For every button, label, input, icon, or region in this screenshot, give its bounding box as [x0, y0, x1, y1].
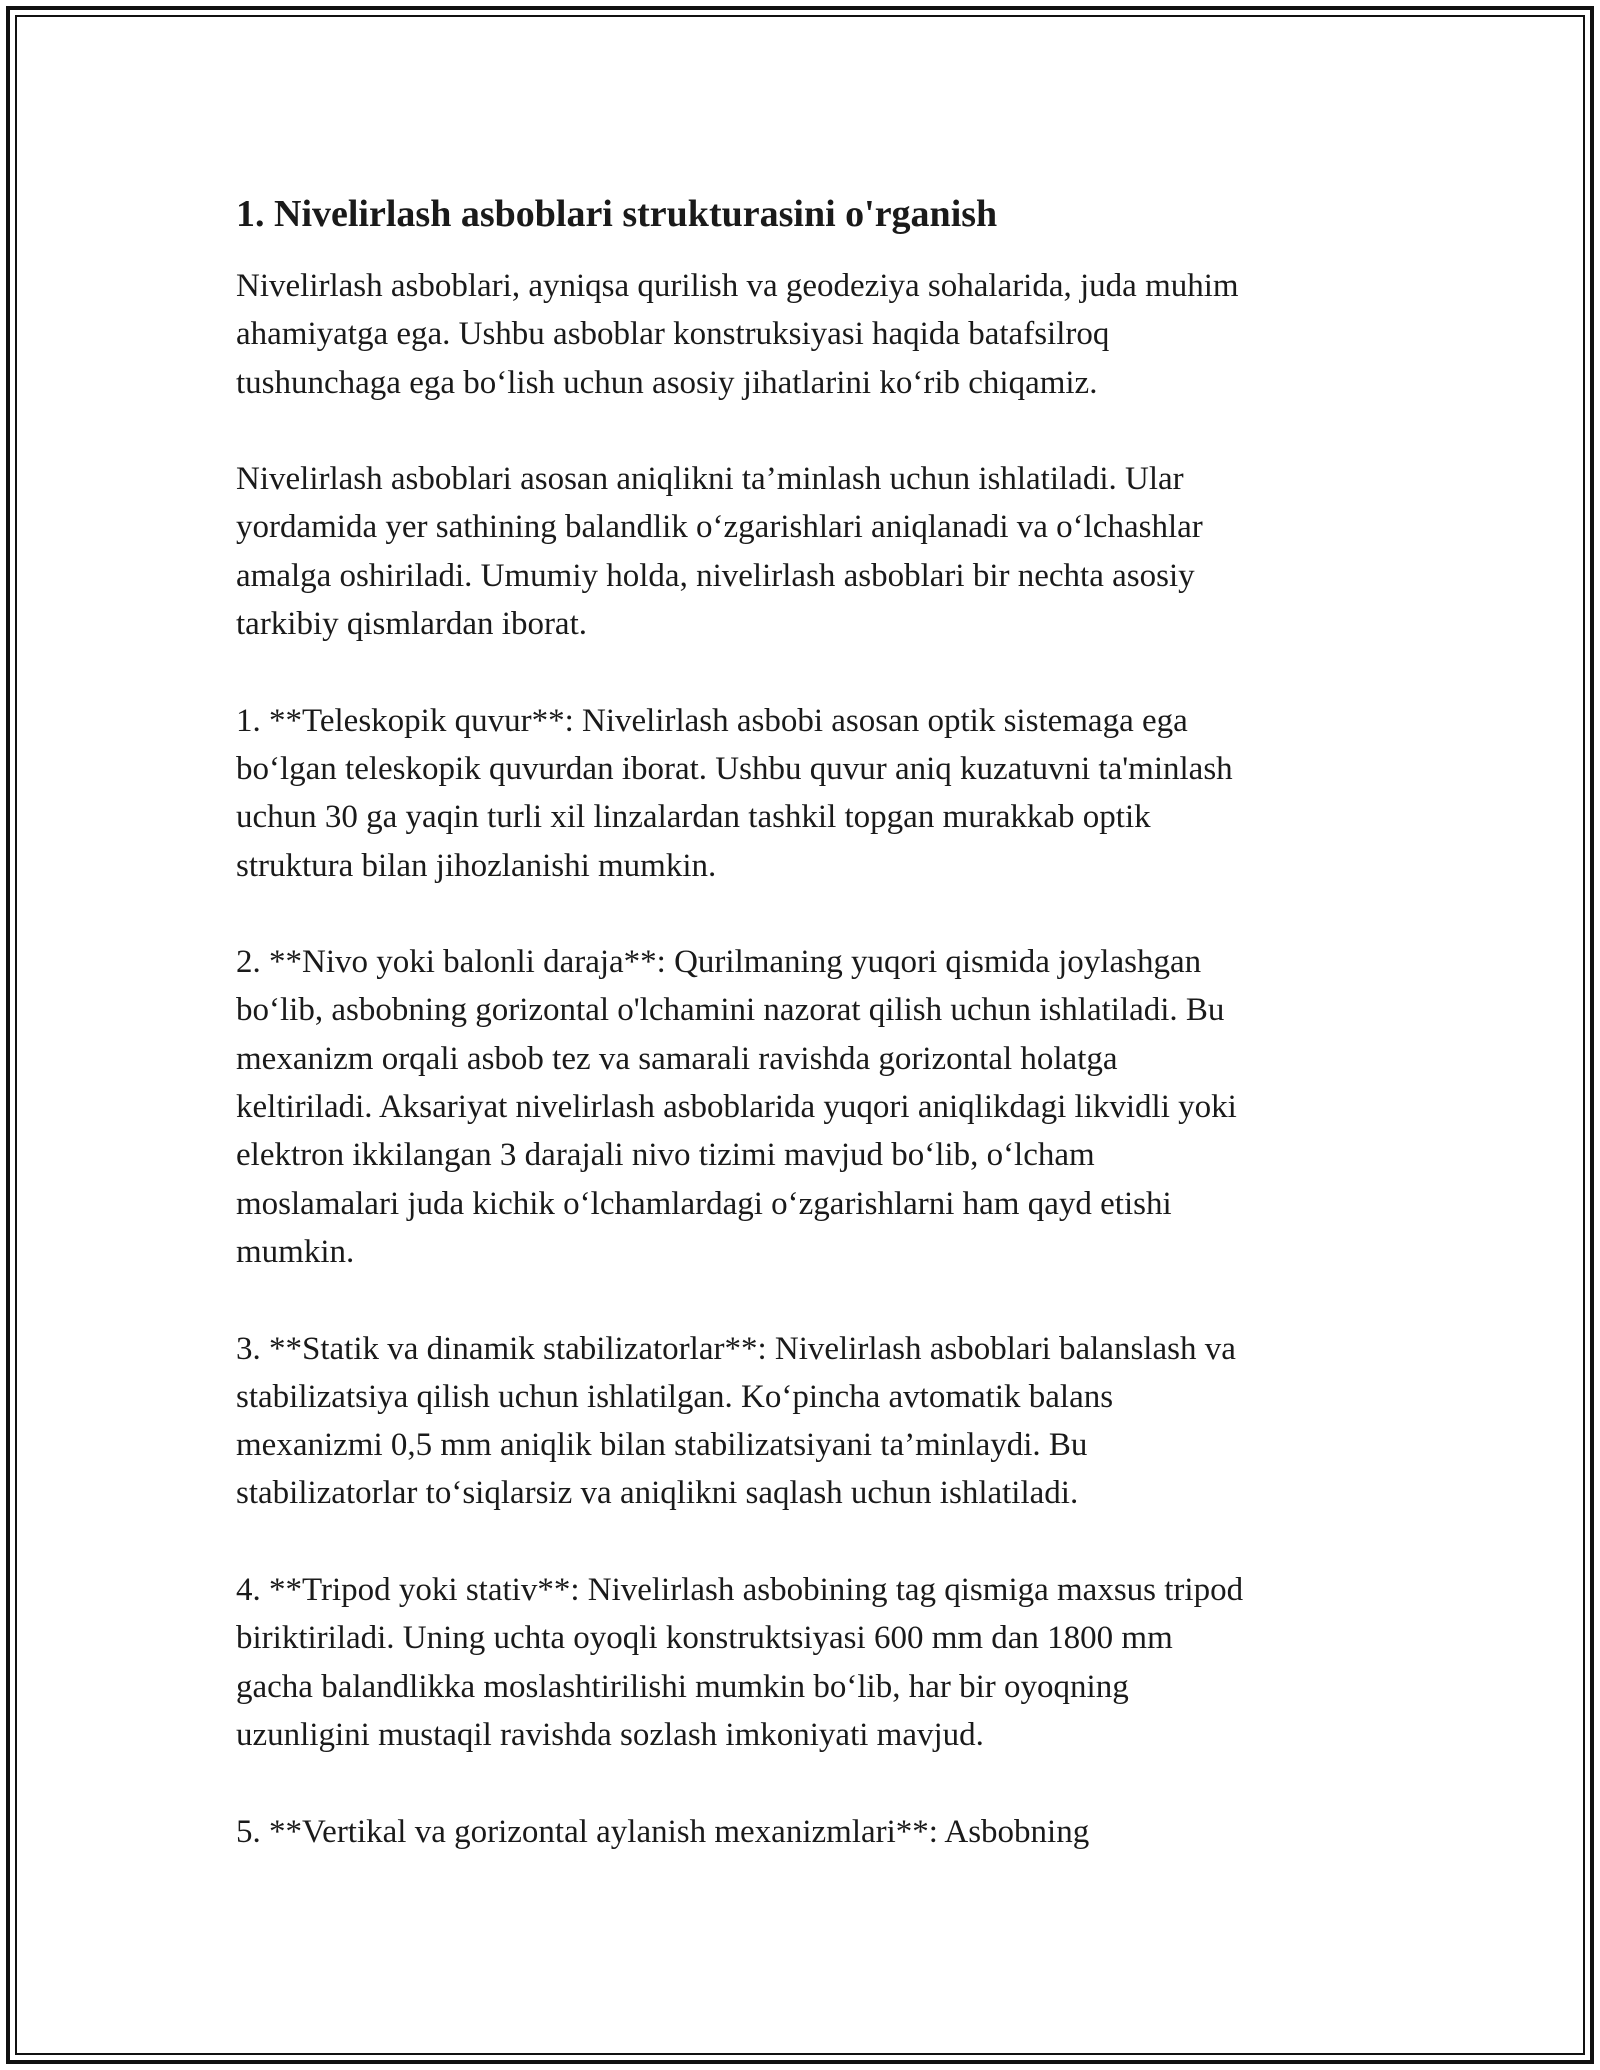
text-line: gacha balandlikka moslashtirilishi mumkin bo‘lib, har bir oyoqning [236, 1668, 1129, 1705]
text-line: uzunligini mustaqil ravishda sozlash imkoniyati mavjud. [236, 1716, 984, 1753]
text-line: struktura bilan jihozlanishi mumkin. [236, 847, 717, 884]
paragraph-intro [236, 262, 1366, 407]
text-line: mexanizmi 0,5 mm aniqlik bilan stabilizatsiyani ta’minlaydi. Bu [236, 1427, 1088, 1464]
text-line: amalga oshiriladi. Umumiy holda, nivelirlash asboblari bir nechta asosiy [236, 557, 1195, 594]
text-line: stabilizatsiya qilish uchun ishlatilgan. Ko‘pincha avtomatik balans [236, 1378, 1114, 1415]
text-line: 2. **Nivo yoki balonli daraja**: Qurilmaning yuqori qismida joylashgan [236, 944, 1202, 981]
text-line: 3. **Statik va dinamik stabilizatorlar**: Nivelirlash asboblari balanslash va [236, 1330, 1236, 1367]
document-title: 1. Nivelirlash asboblari strukturasini o'rganish [236, 193, 998, 235]
text-line: bo‘lib, asbobning gorizontal o'lchamini nazorat qilish uchun ishlatiladi. Bu [236, 992, 1225, 1029]
text-line: stabilizatorlar to‘siqlarsiz va aniqlikni saqlash uchun ishlatiladi. [236, 1475, 1079, 1512]
text-line: keltiriladi. Aksariyat nivelirlash asboblarida yuqori aniqlikdagi likvidli yoki [236, 1089, 1237, 1126]
list-item-telescope [236, 697, 1366, 890]
paragraph-overview [236, 455, 1366, 648]
text-line: moslamalari juda kichik o‘lchamlardagi o‘zgarishlarni ham qayd etishi [236, 1185, 1172, 1222]
text-line: yordamida yer sathining balandlik o‘zgarishlari aniqlanadi va o‘lchashlar [236, 509, 1203, 546]
list-item-stabilizers [236, 1325, 1366, 1518]
list-item-tripod [236, 1566, 1366, 1759]
document-body [236, 186, 1366, 1904]
list-item-rotation [236, 1808, 1366, 1856]
text-line: mumkin. [236, 1233, 355, 1270]
text-line: Nivelirlash asboblari, ayniqsa qurilish va geodeziya sohalarida, juda muhim [236, 268, 1239, 304]
list-item-level [236, 938, 1366, 1276]
text-line: ahamiyatga ega. Ushbu asboblar konstruksiyasi haqida batafsilroq [236, 316, 1110, 353]
text-line: biriktiriladi. Uning uchta oyoqli konstruktsiyasi 600 mm dan 1800 mm [236, 1620, 1173, 1657]
text-line: bo‘lgan teleskopik quvurdan iborat. Ushbu quvur aniq kuzatuvni ta'minlash [236, 750, 1233, 787]
text-line: tarkibiy qismlardan iborat. [236, 606, 587, 643]
text-line: Nivelirlash asboblari asosan aniqlikni ta’minlash uchun ishlatiladi. Ular [236, 461, 1184, 498]
text-line: tushunchaga ega bo‘lish uchun asosiy jihatlarini ko‘rib chiqamiz. [236, 364, 1098, 401]
text-line: uchun 30 ga yaqin turli xil linzalardan tashkil topgan murakkab optik [236, 799, 1151, 836]
text-line: mexanizm orqali asbob tez va samarali ravishda gorizontal holatga [236, 1040, 1118, 1077]
text-line: 1. **Teleskopik quvur**: Nivelirlash asbobi asosan optik sistemaga ega [236, 702, 1188, 739]
text-line: 4. **Tripod yoki stativ**: Nivelirlash asbobining tag qismiga maxsus tripod [236, 1572, 1244, 1609]
text-line: elektron ikkilangan 3 darajali nivo tizimi mavjud bo‘lib, o‘lcham [236, 1137, 1095, 1174]
text-line: 5. **Vertikal va gorizontal aylanish mexanizmlari**: Asbobning [236, 1813, 1090, 1850]
